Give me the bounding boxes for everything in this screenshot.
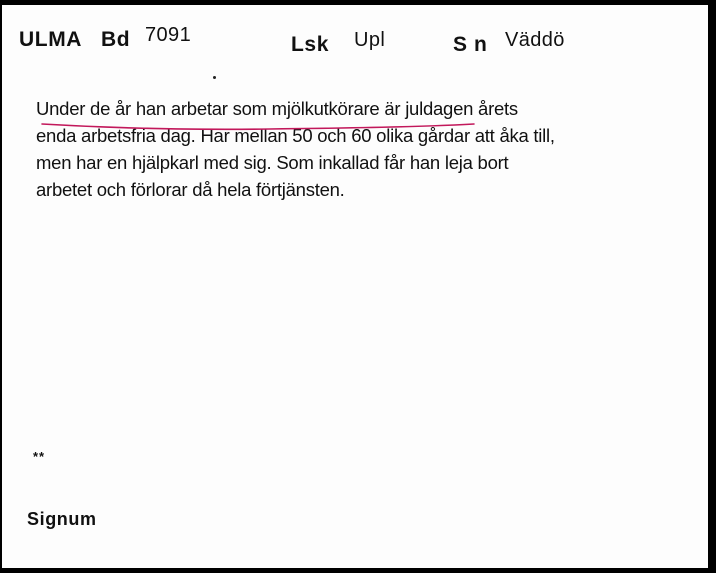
signum-label: Signum <box>27 509 97 529</box>
record-text-line: enda arbetsfria dag. Har mellan 50 och 60 olika gårdar att åka till, <box>36 125 555 146</box>
record-text <box>36 95 696 203</box>
archive-label: ULMA <box>19 28 83 51</box>
record-text-line: men har en hjälpkarl med sig. Som inkallad får han leja bort <box>36 152 509 173</box>
lsk-label: Lsk <box>291 33 329 56</box>
sn-value: Väddö <box>505 29 565 51</box>
sn-label: S n <box>453 33 488 56</box>
record-text-line: arbetet och förlorar då hela förtjänsten. <box>36 179 345 200</box>
ink-dot <box>213 76 216 79</box>
marker-stars: ** <box>33 449 46 464</box>
archive-card <box>2 5 708 568</box>
record-text-line: Under de år han arbetar som mjölkutkörare är juldagen årets <box>36 98 518 119</box>
handwritten-underline <box>40 119 476 133</box>
bd-value: 7091 <box>145 24 192 46</box>
lsk-value: Upl <box>354 29 386 51</box>
bd-label: Bd <box>101 28 131 51</box>
